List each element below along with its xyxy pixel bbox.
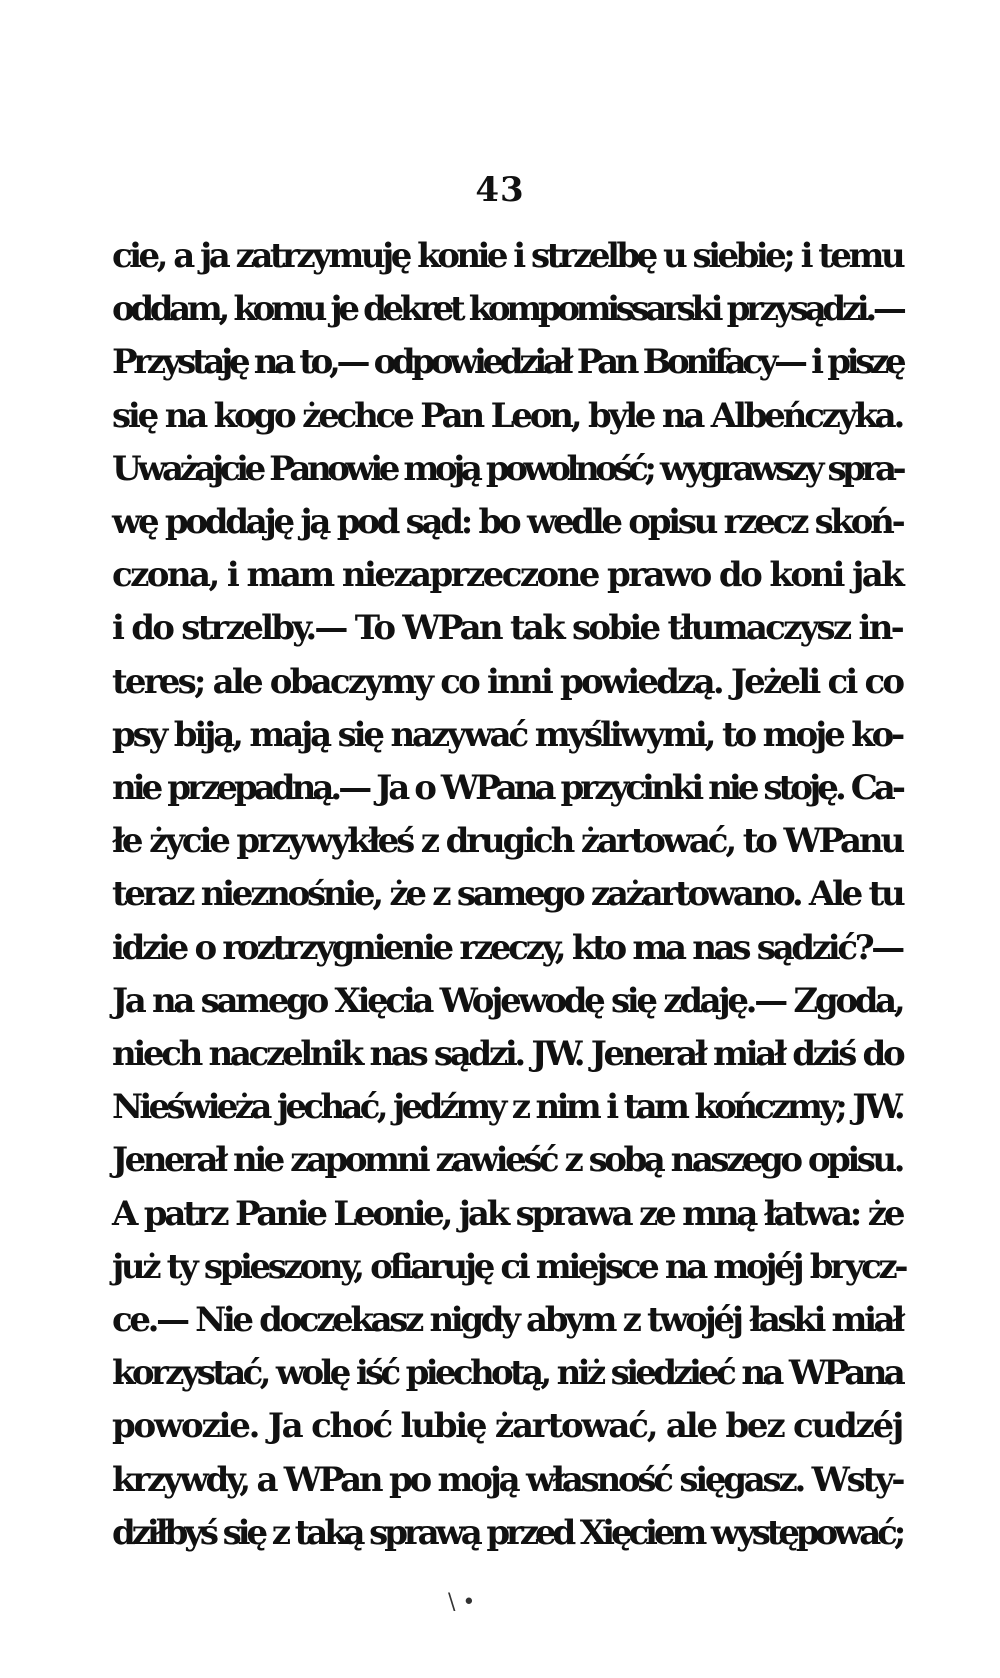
text-line: powozie. Ja choć lubię żartować, ale bez cudzéj bbox=[112, 1406, 903, 1447]
text-line: niech naczelnik nas sądzi. JW. Jenerał miał dziś do bbox=[112, 1034, 903, 1075]
text-line: Przystaję na to,— odpowiedział Pan Bonifacy— i piszę bbox=[112, 342, 903, 383]
text-line: nie przepadną.— Ja o WPana przycinki nie stoję. Ca- bbox=[112, 768, 902, 809]
text-line: korzystać, wolę iść piechotą, niż siedzieć na WPana bbox=[112, 1353, 903, 1394]
bottom-mark: \ • bbox=[448, 1590, 476, 1615]
text-line: czona, i mam niezaprzeczone prawo do koni jak bbox=[112, 555, 903, 596]
text-line: ce.— Nie doczekasz nigdy abym z twojéj łaski miał bbox=[112, 1300, 903, 1341]
text-line: wę poddaję ją pod sąd: bo wedle opisu rzecz skoń- bbox=[112, 502, 903, 543]
text-line: Uważajcie Panowie moją powolność; wygrawszy spra- bbox=[112, 448, 903, 489]
text-line: łe życie przywykłeś z drugich żartować, to WPanu bbox=[112, 821, 903, 862]
text-line: już ty spieszony, ofiaruję ci miejsce na mojéj brycz- bbox=[112, 1246, 906, 1287]
text-line: idzie o roztrzygnienie rzeczy, kto ma nas sądzić?— bbox=[112, 927, 902, 968]
body-text bbox=[112, 230, 906, 1560]
text-line: się na kogo żechce Pan Leon, byle na Albeńczyka. bbox=[112, 395, 903, 436]
text-line: teraz nieznośnie, że z samego zażartowano. Ale tu bbox=[112, 874, 903, 915]
text-line: dziłbyś się z taką sprawą przed Xięciem występować; bbox=[112, 1512, 903, 1553]
text-line: teres; ale obaczymy co inni powiedzą. Jeżeli ci co bbox=[112, 661, 903, 702]
text-line: cie, a ja zatrzymuję konie i strzelbę u siebie; i temu bbox=[112, 236, 903, 276]
text-line: i do strzelby.— To WPan tak sobie tłumaczysz in- bbox=[112, 608, 902, 649]
text-line: Nieświeża jechać, jedźmy z nim i tam kończmy; JW. bbox=[112, 1087, 902, 1128]
text-line: Jenerał nie zapomni zawieść z sobą naszego opisu. bbox=[112, 1140, 902, 1181]
text-line: psy biją, mają się nazywać myśliwymi, to moje ko- bbox=[112, 714, 902, 755]
text-line: Ja na samego Xięcia Wojewodę się zdaję.— Zgoda, bbox=[112, 980, 903, 1021]
text-line: krzywdy, a WPan po moją własność sięgasz. Wsty- bbox=[112, 1459, 903, 1500]
text-line: A patrz Panie Leonie, jak sprawa ze mną łatwa: że bbox=[112, 1193, 903, 1234]
text-line: oddam, komu je dekret kompomissarski przysądzi.— bbox=[112, 289, 903, 330]
page-number: 43 bbox=[475, 170, 525, 210]
